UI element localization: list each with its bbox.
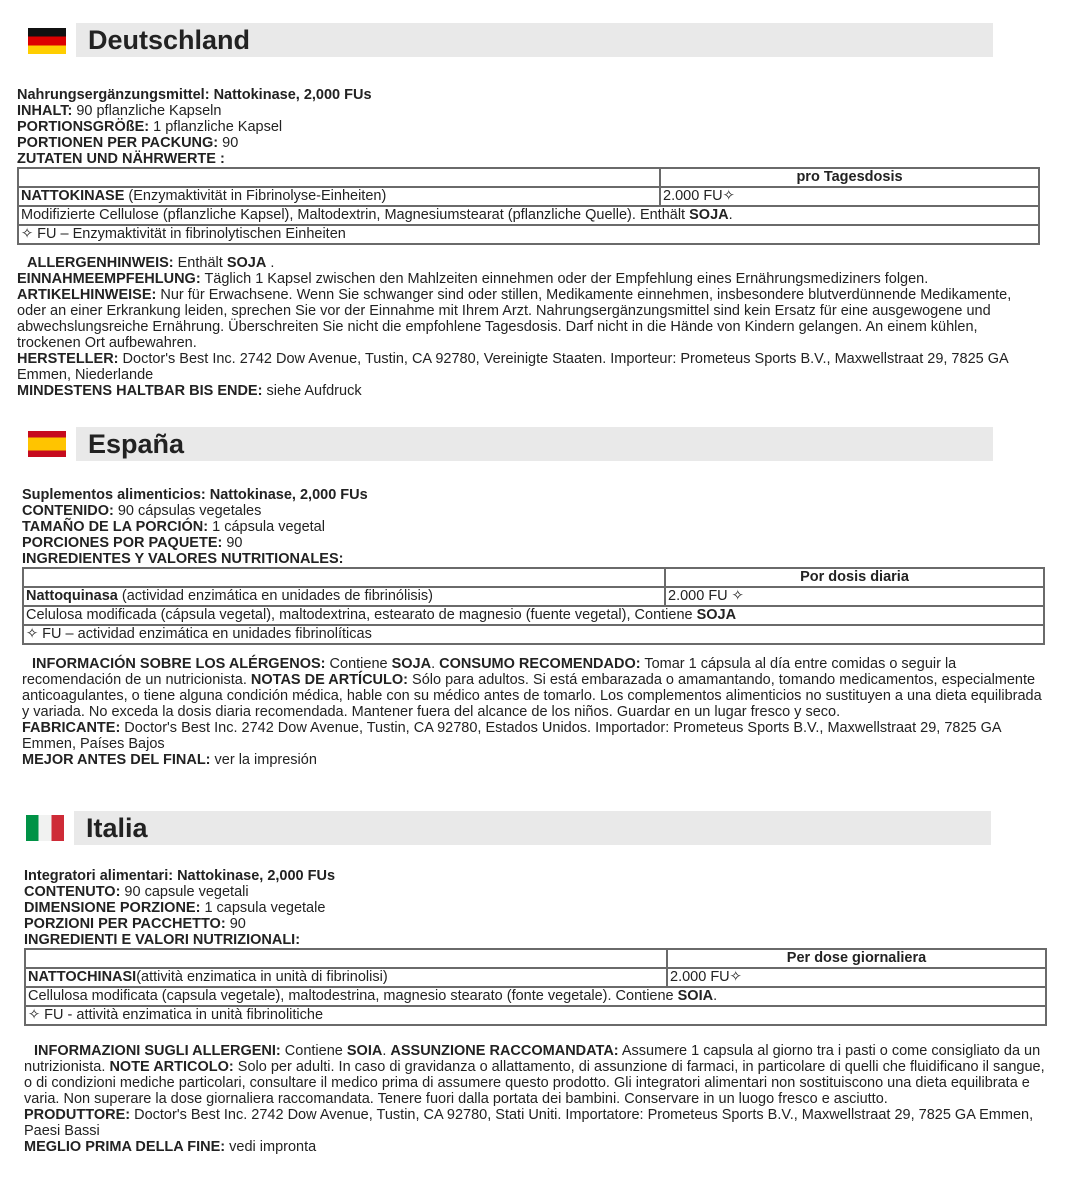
intake-text: Täglich 1 Kapsel zwischen den Mahlzeiten einnehmen oder der Empfehlung eines Ernährungsmediziners folgen. <box>200 271 929 287</box>
soy-highlight: SOJA <box>696 607 737 623</box>
ingredient-desc: (Enzymaktivität in Fibrinolyse-Einheiten) <box>124 188 387 204</box>
content-label: CONTENIDO: <box>22 503 114 519</box>
table-row <box>23 587 1044 606</box>
serving-label: DIMENSIONE PORZIONE: <box>24 900 201 916</box>
footnote: ✧ FU – Enzymaktivität in fibrinolytischen Einheiten <box>18 225 1039 244</box>
ingredient-value: 2.000 FU✧ <box>660 187 1039 206</box>
maker-label: HERSTELLER: <box>17 351 119 367</box>
notes-text: Nur für Erwachsene. Wenn Sie schwanger sind oder stillen, Medikamente einnehmen, insbesondere blutverdünnende Medikamente, oder an einer Erkrankung leiden, sprechen Sie vor der Einnahme mit Ihrem Arzt. Nahrungsergänzungsmittel sind kein Ersatz für eine ausgewogene und abwechslungsreiche Ernährung. Überschreiten Sie nicht die empfohlene Tagesdosis. Darf nicht in die Hände von Kindern gelangen. An einem kühlen, trockenen Ort aufbewahren. <box>17 287 1012 351</box>
intake-text: Tomar 1 cápsula al día entre comidas o seguir la recomendación de un nutricionista. <box>22 656 957 688</box>
serving-label: TAMAÑO DE LA PORCIÓN: <box>22 519 209 535</box>
content-value: 90 cápsulas vegetales <box>113 503 262 519</box>
table-row <box>23 606 1044 625</box>
table-cell <box>23 568 665 587</box>
content-value: 90 pflanzliche Kapseln <box>72 103 222 119</box>
footnote: ✧ FU - attività enzimatica in unità fibrinolitiche <box>25 1006 1046 1025</box>
table-row <box>25 1006 1046 1025</box>
punctuation: . <box>713 988 718 1004</box>
allergen-end: . <box>431 656 440 672</box>
bbe-text: siehe Aufdruck <box>262 383 362 399</box>
section-header <box>76 427 993 461</box>
footnote: ✧ FU – actividad enzimática en unidades fibrinolíticas <box>23 625 1044 644</box>
allergen-bold: SOJA <box>391 656 432 672</box>
table-cell <box>23 606 1044 625</box>
section-title: Deutschland <box>88 25 251 55</box>
product-details <box>17 255 1042 399</box>
maker-text: Doctor's Best Inc. 2742 Dow Avenue, Tustin, CA 92780, Estados Unidos. Importador: Prometeus Sports B.V., Maxwellstraat 29, 7825 GA Emmen, Países Bajos <box>22 720 1001 752</box>
serving-value: 1 pflanzliche Kapsel <box>149 119 283 135</box>
allergen-label: ALLERGENHINWEIS: <box>27 255 174 271</box>
content-label: INHALT: <box>17 103 73 119</box>
portions-value: 90 <box>225 916 246 932</box>
table-cell <box>25 968 667 987</box>
table-cell <box>25 987 1046 1006</box>
product-label: Nahrungsergänzungsmittel: Nattokinase, 2,000 FUs <box>17 87 372 103</box>
ingredient-desc: (actividad enzimática en unidades de fibrinólisis) <box>117 588 433 604</box>
notes-label: ARTIKELHINWEISE: <box>17 287 157 303</box>
bbe-label: MEJOR ANTES DEL FINAL: <box>22 752 211 768</box>
serving-value: 1 capsula vegetale <box>200 900 326 916</box>
other-ingredients: Cellulosa modificata (capsula vegetale), maltodestrina, magnesio stearato (fonte vegetale). Contiene <box>28 988 678 1004</box>
notes-text: Solo per adulti. In caso di gravidanza o allattamento, di assunzione di farmaci, in particolare di quelli che fluidificano il sangue, o di condizioni mediche particolari, consultare il medico prima di assumere questo prodotto. Gli integratori alimentari non sostituiscono una dieta equilibrata e varia. Non superare la dose giornaliera raccomandata. Tenere fuori dalla portata dei bambini. Conservare in un luogo fresco e asciutto. <box>24 1059 1045 1107</box>
product-details <box>24 1043 1046 1155</box>
table-row <box>25 968 1046 987</box>
maker-text: Doctor's Best Inc. 2742 Dow Avenue, Tustin, CA 92780, Stati Uniti. Importatore: Prometeus Sports B.V., Maxwellstraat 29, 7825 GA Emmen, Paesi Bassi <box>24 1107 1034 1139</box>
serving-value: 1 cápsula vegetal <box>208 519 325 535</box>
notes-label: NOTE ARTICOLO: <box>109 1059 234 1075</box>
serving-label: PORTIONSGRÖßE: <box>17 119 150 135</box>
nutrition-table <box>24 948 1047 1026</box>
table-cell <box>18 206 1039 225</box>
section-header <box>76 23 993 57</box>
notes-text: Sólo para adultos. Si está embarazada o amamantando, tomando medicamentos, especialmente anticoagulantes, o tiene alguna condición médica, hable con su médico antes de tomarlo. Los complementos alimenticios no sustituyen a una dieta equilibrada y variada. No exceda la dosis diaria recomendada. Mantener fuera del alcance de los niños. Guardar en un lugar fresco y seco. <box>22 672 1042 720</box>
nutrition-table <box>17 167 1040 245</box>
product-info <box>22 487 368 567</box>
product-label: Suplementos alimenticios: Nattokinase, 2,000 FUs <box>22 487 368 503</box>
product-label: Integratori alimentari: Nattokinase, 2,000 FUs <box>24 868 336 884</box>
intake-label: ASSUNZIONE RACCOMANDATA: <box>390 1043 619 1059</box>
punctuation: . <box>728 207 733 223</box>
table-row <box>18 206 1039 225</box>
ingredient-name: NATTOKINASE <box>21 188 125 204</box>
notes-label: NOTAS DE ARTÍCULO: <box>250 672 408 688</box>
soy-highlight: SOIA <box>677 988 714 1004</box>
soy-highlight: SOJA <box>689 207 729 223</box>
ingredient-value: 2.000 FU✧ <box>667 968 1046 987</box>
allergen-end: . <box>266 255 275 271</box>
table-cell <box>25 949 667 968</box>
maker-text: Doctor's Best Inc. 2742 Dow Avenue, Tustin, CA 92780, Vereinigte Staaten. Importeur: Prometeus Sports B.V., Maxwellstraat 29, 7825 GA Emmen, Niederlande <box>17 351 1008 383</box>
table-row <box>18 225 1039 244</box>
table-header-row <box>18 168 1039 187</box>
nutrition-table <box>22 567 1045 645</box>
allergen-text: Enthält <box>173 255 227 271</box>
bbe-label: MINDESTENS HALTBAR BIS ENDE: <box>17 383 263 399</box>
italy-flag-icon <box>26 815 64 841</box>
bbe-text: vedi impronta <box>225 1139 317 1155</box>
allergen-bold: SOIA <box>346 1043 383 1059</box>
product-info <box>17 87 372 167</box>
section-title: España <box>88 429 185 459</box>
content-value: 90 capsule vegetali <box>120 884 249 900</box>
ingredient-name: Nattoquinasa <box>26 588 118 604</box>
portions-value: 90 <box>222 535 243 551</box>
table-row <box>23 625 1044 644</box>
table-cell <box>18 187 660 206</box>
other-ingredients: Celulosa modificada (cápsula vegetal), maltodextrina, estearato de magnesio (fuente vegetal), Contiene <box>26 607 697 623</box>
allergen-text: Contiene <box>325 656 392 672</box>
section-header <box>74 811 991 845</box>
bbe-text: ver la impresión <box>210 752 317 768</box>
portions-label: PORZIONI PER PACCHETTO: <box>24 916 226 932</box>
portions-label: PORCIONES POR PAQUETE: <box>22 535 223 551</box>
table-cell <box>18 168 660 187</box>
ingredients-label: INGREDIENTES Y VALORES NUTRITIONALES: <box>22 551 344 567</box>
allergen-text: Contiene <box>280 1043 347 1059</box>
section-title: Italia <box>86 813 148 843</box>
portions-value: 90 <box>218 135 239 151</box>
table-row <box>18 187 1039 206</box>
intake-text: Assumere 1 capsula al giorno tra i pasti o come consigliato da un nutrizionista. <box>24 1043 1041 1075</box>
allergen-label: INFORMAZIONI SUGLI ALLERGENI: <box>34 1043 281 1059</box>
table-header-row <box>25 949 1046 968</box>
table-cell <box>23 587 665 606</box>
ingredients-label: INGREDIENTI E VALORI NUTRIZIONALI: <box>24 932 301 948</box>
germany-flag-icon <box>28 28 66 54</box>
intake-label: EINNAHMEEMPFEHLUNG: <box>17 271 201 287</box>
allergen-bold: SOJA <box>226 255 267 271</box>
bbe-label: MEGLIO PRIMA DELLA FINE: <box>24 1139 226 1155</box>
table-header: pro Tagesdosis <box>660 168 1039 187</box>
table-header: Por dosis diaria <box>665 568 1044 587</box>
product-details <box>22 656 1046 768</box>
maker-label: PRODUTTORE: <box>24 1107 131 1123</box>
content-label: CONTENUTO: <box>24 884 121 900</box>
table-header-row <box>23 568 1044 587</box>
other-ingredients: Modifizierte Cellulose (pflanzliche Kapsel), Maltodextrin, Magnesiumstearat (pflanzliche Quelle). Enthält <box>21 207 690 223</box>
allergen-end: . <box>382 1043 391 1059</box>
allergen-label: INFORMACIÓN SOBRE LOS ALÉRGENOS: <box>32 656 326 672</box>
table-row <box>25 987 1046 1006</box>
product-info <box>24 868 335 948</box>
table-header: Per dose giornaliera <box>667 949 1046 968</box>
portions-label: PORTIONEN PER PACKUNG: <box>17 135 219 151</box>
ingredient-value: 2.000 FU ✧ <box>665 587 1044 606</box>
ingredient-desc: (attività enzimatica in unità di fibrinolisi) <box>136 969 388 985</box>
intake-label: CONSUMO RECOMENDADO: <box>439 656 641 672</box>
ingredients-label: ZUTATEN UND NÄHRWERTE : <box>17 151 225 167</box>
spain-flag-icon <box>28 431 66 457</box>
ingredient-name: NATTOCHINASI <box>28 969 137 985</box>
maker-label: FABRICANTE: <box>22 720 121 736</box>
